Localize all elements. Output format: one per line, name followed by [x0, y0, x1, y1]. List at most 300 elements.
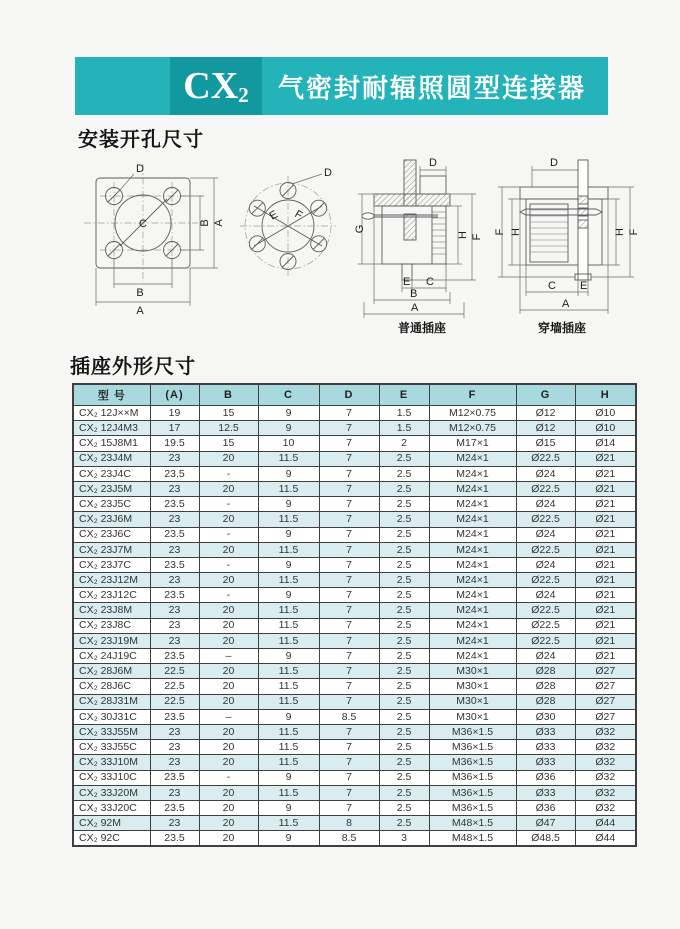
cell-b: 20 — [199, 542, 258, 557]
cell-a: 19.5 — [150, 436, 199, 451]
cell-d: 7 — [319, 573, 379, 588]
cell-b: 20 — [199, 603, 258, 618]
cell-f: M36×1.5 — [429, 785, 516, 800]
cell-e: 2.5 — [379, 618, 429, 633]
cell-e: 2.5 — [379, 527, 429, 542]
cell-model: CX₂ 33J55C — [73, 740, 150, 755]
dim-label-f: F — [292, 208, 305, 222]
cell-d: 7 — [319, 542, 379, 557]
cell-c: 9 — [258, 421, 319, 436]
table-row — [73, 421, 636, 436]
dim-label-e: E — [403, 276, 411, 288]
cell-h: Ø32 — [575, 755, 636, 770]
cell-model: CX₂ 92M — [73, 816, 150, 831]
cell-b: 15 — [199, 406, 258, 421]
cell-f: M36×1.5 — [429, 740, 516, 755]
section-heading-mounting: 安装开孔尺寸 — [78, 129, 204, 151]
cell-e: 2.5 — [379, 785, 429, 800]
dim-label-e: E — [267, 208, 280, 223]
cell-g: Ø30 — [516, 709, 575, 724]
cell-model: CX₂ 24J19C — [73, 649, 150, 664]
cell-c: 11.5 — [258, 664, 319, 679]
cell-f: M30×1 — [429, 679, 516, 694]
cell-model: CX₂ 23J5M — [73, 481, 150, 496]
cell-model: CX₂ 12J4M3 — [73, 421, 150, 436]
cell-c: 9 — [258, 588, 319, 603]
cell-a: 23.5 — [150, 800, 199, 815]
cell-d: 7 — [319, 603, 379, 618]
cell-d: 7 — [319, 679, 379, 694]
cell-a: 22.5 — [150, 664, 199, 679]
cell-g: Ø24 — [516, 466, 575, 481]
dim-label-c: C — [426, 276, 434, 288]
cell-f: M48×1.5 — [429, 816, 516, 831]
cell-e: 2.5 — [379, 664, 429, 679]
cell-model: CX₂ 12J××M — [73, 406, 150, 421]
cell-h: Ø21 — [575, 633, 636, 648]
cell-b: 20 — [199, 664, 258, 679]
table-row — [73, 481, 636, 496]
cell-b: 20 — [199, 755, 258, 770]
cell-g: Ø48.5 — [516, 831, 575, 847]
cell-f: M24×1 — [429, 633, 516, 648]
cell-d: 7 — [319, 724, 379, 739]
cell-e: 2.5 — [379, 603, 429, 618]
cell-a: 23 — [150, 573, 199, 588]
cell-model: CX₂ 23J4M — [73, 451, 150, 466]
cell-d: 7 — [319, 664, 379, 679]
cell-f: M24×1 — [429, 466, 516, 481]
cell-e: 2.5 — [379, 649, 429, 664]
cell-a: 22.5 — [150, 679, 199, 694]
table-row — [73, 618, 636, 633]
cell-b: – — [199, 709, 258, 724]
table-row — [73, 831, 636, 847]
cell-e: 2.5 — [379, 497, 429, 512]
cell-h: Ø32 — [575, 785, 636, 800]
cell-b: - — [199, 588, 258, 603]
cell-h: Ø21 — [575, 557, 636, 572]
cell-a: 23.5 — [150, 527, 199, 542]
cell-h: Ø32 — [575, 724, 636, 739]
cell-f: M36×1.5 — [429, 755, 516, 770]
cell-a: 23 — [150, 451, 199, 466]
cell-b: 12.5 — [199, 421, 258, 436]
cell-a: 23.5 — [150, 770, 199, 785]
cell-model: CX₂ 28J31M — [73, 694, 150, 709]
cell-b: 20 — [199, 481, 258, 496]
cell-model: CX₂ 23J19M — [73, 633, 150, 648]
cell-c: 11.5 — [258, 603, 319, 618]
drawing-caption-wall-socket: 穿墙插座 — [537, 321, 587, 335]
cell-c: 9 — [258, 770, 319, 785]
cell-f: M17×1 — [429, 436, 516, 451]
dim-label-b: B — [410, 288, 418, 300]
cell-e: 3 — [379, 831, 429, 847]
cell-model: CX₂ 23J12M — [73, 573, 150, 588]
cell-h: Ø44 — [575, 816, 636, 831]
cell-a: 23 — [150, 481, 199, 496]
cell-model: CX₂ 33J20C — [73, 800, 150, 815]
cell-b: - — [199, 770, 258, 785]
cell-h: Ø14 — [575, 436, 636, 451]
cell-e: 2.5 — [379, 451, 429, 466]
dim-label-d: D — [324, 167, 332, 179]
cell-a: 23.5 — [150, 588, 199, 603]
dim-label-a: A — [411, 302, 419, 314]
cell-f: M24×1 — [429, 512, 516, 527]
cell-h: Ø10 — [575, 421, 636, 436]
drawing-caption-normal-socket: 普通插座 — [397, 321, 447, 335]
col-header-d: D — [319, 384, 379, 406]
cell-e: 2.5 — [379, 573, 429, 588]
cell-model: CX₂ 23J4C — [73, 466, 150, 481]
table-row — [73, 679, 636, 694]
cell-f: M24×1 — [429, 603, 516, 618]
cell-d: 7 — [319, 436, 379, 451]
dim-label-f-left: F — [494, 228, 506, 236]
cell-b: 20 — [199, 618, 258, 633]
series-logo-box — [170, 57, 262, 115]
cell-model: CX₂ 30J31C — [73, 709, 150, 724]
table-row — [73, 466, 636, 481]
col-header-f: F — [429, 384, 516, 406]
cell-a: 23.5 — [150, 497, 199, 512]
cell-c: 11.5 — [258, 694, 319, 709]
cell-c: 11.5 — [258, 512, 319, 527]
cell-g: Ø22.5 — [516, 542, 575, 557]
cell-f: M36×1.5 — [429, 770, 516, 785]
cell-e: 2.5 — [379, 481, 429, 496]
cell-h: Ø27 — [575, 679, 636, 694]
table-row — [73, 573, 636, 588]
cell-g: Ø33 — [516, 785, 575, 800]
cell-model: CX₂ 23J7M — [73, 542, 150, 557]
cell-c: 9 — [258, 406, 319, 421]
cell-d: 7 — [319, 649, 379, 664]
cell-a: 23 — [150, 618, 199, 633]
section-heading-outline: 插座外形尺寸 — [70, 356, 196, 378]
cell-c: 11.5 — [258, 618, 319, 633]
cell-e: 2.5 — [379, 512, 429, 527]
cell-b: - — [199, 557, 258, 572]
cell-g: Ø12 — [516, 421, 575, 436]
table-row — [73, 436, 636, 451]
dim-label-f: F — [471, 233, 483, 241]
cell-e: 2.5 — [379, 588, 429, 603]
cell-e: 1.5 — [379, 421, 429, 436]
cell-c: 11.5 — [258, 785, 319, 800]
cell-g: Ø33 — [516, 740, 575, 755]
cell-h: Ø32 — [575, 740, 636, 755]
cell-e: 2.5 — [379, 679, 429, 694]
cell-c: 11.5 — [258, 542, 319, 557]
col-header-a: (A) — [150, 384, 199, 406]
dim-label-d: D — [136, 163, 144, 175]
dim-label-b-bottom: B — [136, 287, 144, 299]
cell-model: CX₂ 23J6C — [73, 527, 150, 542]
cell-d: 7 — [319, 466, 379, 481]
cell-h: Ø21 — [575, 573, 636, 588]
cell-d: 7 — [319, 406, 379, 421]
cell-a: 23.5 — [150, 557, 199, 572]
cell-b: 20 — [199, 800, 258, 815]
table-row — [73, 709, 636, 724]
cell-d: 7 — [319, 512, 379, 527]
cell-f: M24×1 — [429, 618, 516, 633]
dim-label-e: E — [580, 280, 588, 292]
cell-f: M24×1 — [429, 451, 516, 466]
cell-e: 2.5 — [379, 709, 429, 724]
cell-e: 2.5 — [379, 740, 429, 755]
cell-f: M24×1 — [429, 497, 516, 512]
cell-b: 20 — [199, 694, 258, 709]
cell-g: Ø15 — [516, 436, 575, 451]
cell-b: 20 — [199, 451, 258, 466]
cell-b: 20 — [199, 679, 258, 694]
cell-g: Ø22.5 — [516, 633, 575, 648]
col-header-g: G — [516, 384, 575, 406]
cell-d: 7 — [319, 740, 379, 755]
cell-c: 11.5 — [258, 633, 319, 648]
dim-label-d: D — [429, 157, 437, 169]
cell-g: Ø22.5 — [516, 481, 575, 496]
cell-model: CX₂ 92C — [73, 831, 150, 847]
cell-d: 7 — [319, 497, 379, 512]
cell-f: M30×1 — [429, 694, 516, 709]
cell-g: Ø22.5 — [516, 451, 575, 466]
cell-f: M24×1 — [429, 557, 516, 572]
cell-h: Ø21 — [575, 542, 636, 557]
cell-g: Ø28 — [516, 664, 575, 679]
cell-d: 8 — [319, 816, 379, 831]
table-row — [73, 800, 636, 815]
table-row — [73, 649, 636, 664]
cell-f: M36×1.5 — [429, 724, 516, 739]
cell-d: 7 — [319, 421, 379, 436]
table-row — [73, 816, 636, 831]
cell-h: Ø21 — [575, 527, 636, 542]
cell-model: CX₂ 23J8C — [73, 618, 150, 633]
cell-c: 9 — [258, 800, 319, 815]
cell-g: Ø24 — [516, 588, 575, 603]
cell-model: CX₂ 33J10M — [73, 755, 150, 770]
cell-c: 11.5 — [258, 816, 319, 831]
cell-h: Ø10 — [575, 406, 636, 421]
cell-c: 11.5 — [258, 481, 319, 496]
cell-c: 9 — [258, 497, 319, 512]
table-row — [73, 542, 636, 557]
cell-model: CX₂ 23J6M — [73, 512, 150, 527]
cell-g: Ø28 — [516, 679, 575, 694]
table-row — [73, 785, 636, 800]
cell-b: 20 — [199, 785, 258, 800]
col-header-b: B — [199, 384, 258, 406]
cell-b: – — [199, 649, 258, 664]
cell-h: Ø27 — [575, 694, 636, 709]
cell-d: 7 — [319, 527, 379, 542]
cell-a: 22.5 — [150, 694, 199, 709]
cell-c: 11.5 — [258, 573, 319, 588]
col-header-model: 型 号 — [73, 384, 150, 406]
cell-h: Ø32 — [575, 800, 636, 815]
cell-d: 7 — [319, 633, 379, 648]
cell-g: Ø24 — [516, 649, 575, 664]
table-row — [73, 588, 636, 603]
col-header-c: C — [258, 384, 319, 406]
dim-label-g: G — [354, 224, 366, 234]
cell-f: M12×0.75 — [429, 406, 516, 421]
cell-f: M24×1 — [429, 588, 516, 603]
cell-model: CX₂ 33J55M — [73, 724, 150, 739]
cell-g: Ø24 — [516, 497, 575, 512]
cell-f: M24×1 — [429, 481, 516, 496]
cell-a: 23.5 — [150, 831, 199, 847]
cell-g: Ø12 — [516, 406, 575, 421]
cell-a: 23.5 — [150, 466, 199, 481]
cell-h: Ø21 — [575, 497, 636, 512]
cell-e: 2.5 — [379, 633, 429, 648]
cell-f: M48×1.5 — [429, 831, 516, 847]
cell-e: 2.5 — [379, 542, 429, 557]
cell-b: 20 — [199, 816, 258, 831]
cell-model: CX₂ 33J20M — [73, 785, 150, 800]
cell-e: 2.5 — [379, 770, 429, 785]
cell-h: Ø21 — [575, 466, 636, 481]
cell-d: 7 — [319, 481, 379, 496]
cell-c: 11.5 — [258, 755, 319, 770]
cell-c: 9 — [258, 709, 319, 724]
drawing-round-flange — [230, 162, 350, 302]
cell-f: M24×1 — [429, 527, 516, 542]
cell-c: 9 — [258, 527, 319, 542]
cell-d: 8.5 — [319, 831, 379, 847]
cell-g: Ø33 — [516, 724, 575, 739]
col-header-h: H — [575, 384, 636, 406]
table-row — [73, 694, 636, 709]
cell-b: - — [199, 497, 258, 512]
dim-label-c: C — [548, 280, 556, 292]
dim-label-a: A — [562, 298, 570, 310]
cell-f: M24×1 — [429, 649, 516, 664]
cell-d: 7 — [319, 800, 379, 815]
cell-a: 23 — [150, 512, 199, 527]
dim-label-a-right: A — [213, 219, 225, 227]
cell-h: Ø27 — [575, 664, 636, 679]
table-row — [73, 664, 636, 679]
cell-a: 23 — [150, 740, 199, 755]
cell-h: Ø21 — [575, 649, 636, 664]
cell-c: 10 — [258, 436, 319, 451]
table-body — [73, 406, 636, 847]
cell-d: 7 — [319, 694, 379, 709]
cell-c: 11.5 — [258, 740, 319, 755]
cell-a: 23 — [150, 755, 199, 770]
cell-model: CX₂ 23J7C — [73, 557, 150, 572]
cell-e: 1.5 — [379, 406, 429, 421]
cell-b: 20 — [199, 831, 258, 847]
cell-f: M36×1.5 — [429, 800, 516, 815]
cell-model: CX₂ 28J6C — [73, 679, 150, 694]
dim-label-f-right: F — [628, 228, 640, 236]
table-row — [73, 603, 636, 618]
cell-g: Ø33 — [516, 755, 575, 770]
table-row — [73, 527, 636, 542]
cell-d: 7 — [319, 451, 379, 466]
table-row — [73, 451, 636, 466]
cell-g: Ø36 — [516, 800, 575, 815]
dim-label-c: C — [139, 218, 147, 230]
cell-model: CX₂ 33J10C — [73, 770, 150, 785]
drawing-normal-socket — [352, 152, 502, 338]
cell-model: CX₂ 28J6M — [73, 664, 150, 679]
cell-c: 11.5 — [258, 451, 319, 466]
cell-e: 2.5 — [379, 800, 429, 815]
cell-g: Ø28 — [516, 694, 575, 709]
series-code-subscript: 2 — [238, 83, 249, 107]
cell-model: CX₂ 23J8M — [73, 603, 150, 618]
cell-f: M30×1 — [429, 664, 516, 679]
cell-h: Ø21 — [575, 588, 636, 603]
series-code: CX — [183, 65, 239, 107]
cell-f: M24×1 — [429, 573, 516, 588]
cell-h: Ø21 — [575, 481, 636, 496]
drawing-square-flange — [76, 156, 226, 318]
table-row — [73, 497, 636, 512]
cell-d: 7 — [319, 755, 379, 770]
cell-a: 23 — [150, 724, 199, 739]
cell-h: Ø27 — [575, 709, 636, 724]
dim-label-h-right: H — [614, 228, 626, 236]
dim-label-h: H — [457, 231, 469, 239]
cell-c: 11.5 — [258, 679, 319, 694]
cell-b: 20 — [199, 633, 258, 648]
table-row — [73, 724, 636, 739]
cell-a: 23.5 — [150, 649, 199, 664]
cell-g: Ø24 — [516, 527, 575, 542]
table-row — [73, 740, 636, 755]
cell-b: - — [199, 527, 258, 542]
cell-e: 2.5 — [379, 466, 429, 481]
cell-a: 23 — [150, 816, 199, 831]
drawing-wall-socket — [496, 152, 642, 338]
page-title: 气密封耐辐照圆型连接器 — [278, 72, 587, 103]
dim-label-d: D — [550, 157, 558, 169]
cell-a: 23.5 — [150, 709, 199, 724]
table-header-row — [73, 384, 636, 406]
cell-d: 7 — [319, 618, 379, 633]
cell-d: 7 — [319, 770, 379, 785]
cell-h: Ø44 — [575, 831, 636, 847]
cell-h: Ø21 — [575, 603, 636, 618]
cell-c: 9 — [258, 831, 319, 847]
cell-h: Ø21 — [575, 451, 636, 466]
cell-c: 9 — [258, 649, 319, 664]
cell-b: 15 — [199, 436, 258, 451]
cell-e: 2 — [379, 436, 429, 451]
cell-d: 8.5 — [319, 709, 379, 724]
cell-f: M12×0.75 — [429, 421, 516, 436]
cell-b: 20 — [199, 512, 258, 527]
cell-b: 20 — [199, 740, 258, 755]
cell-a: 23 — [150, 542, 199, 557]
cell-e: 2.5 — [379, 724, 429, 739]
dimensions-table — [72, 383, 637, 847]
cell-g: Ø22.5 — [516, 603, 575, 618]
dim-label-b-right: B — [199, 219, 211, 227]
cell-h: Ø21 — [575, 512, 636, 527]
cell-e: 2.5 — [379, 557, 429, 572]
